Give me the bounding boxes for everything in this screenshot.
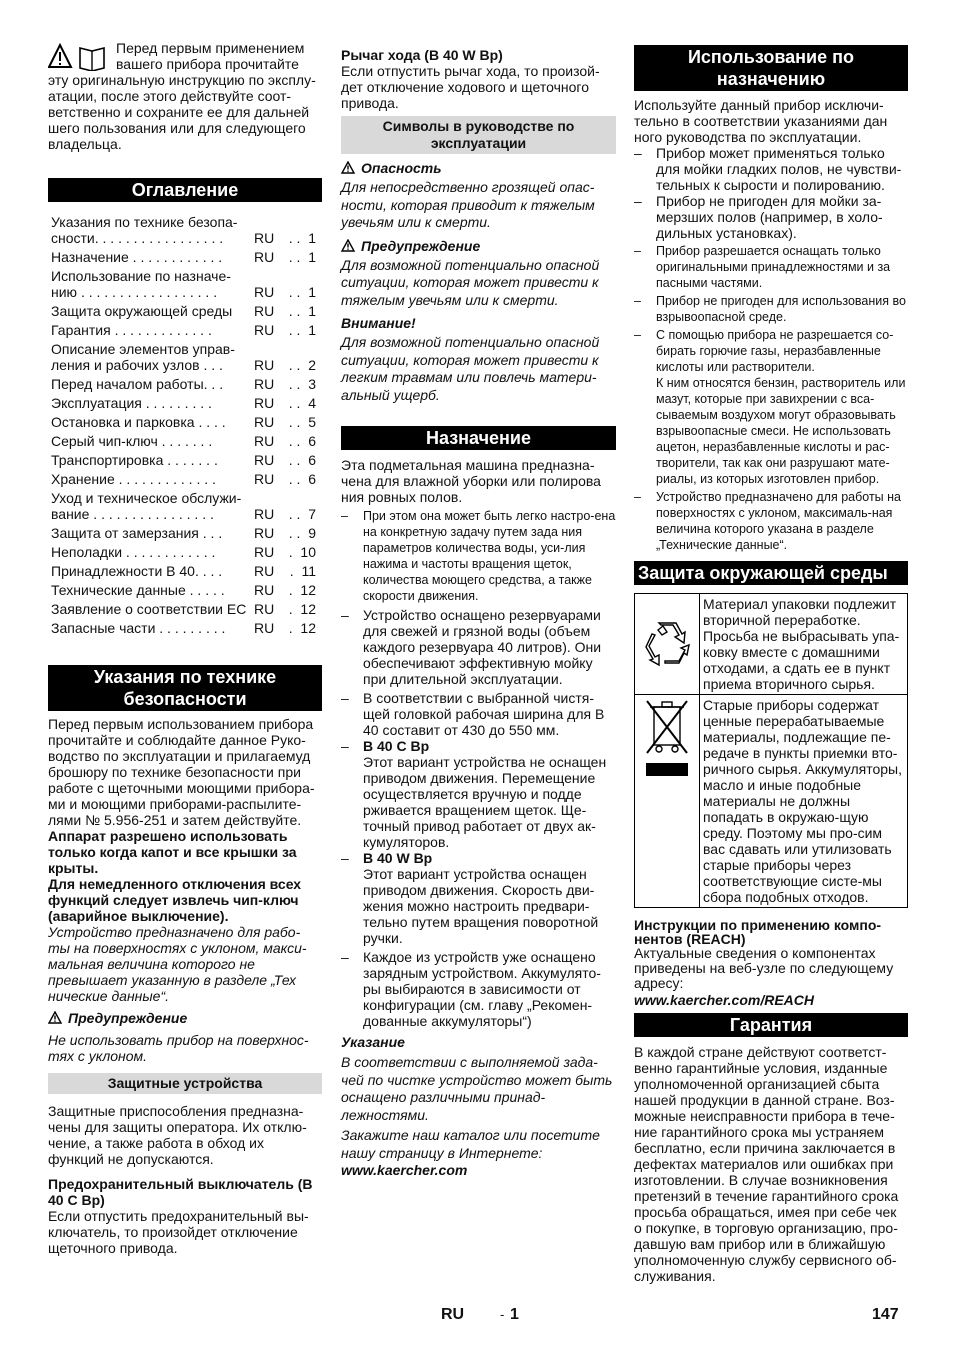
toc-entry[interactable] [48,563,322,579]
toc-entry-line-2: Защита окружающей среды [51,303,233,319]
intro-line-2: вашего прибора прочитайте [116,56,299,72]
toc-entry-title [48,341,254,373]
toc-entry[interactable] [48,490,322,522]
list-item-gases [634,327,908,487]
list-item-variant-c [341,738,616,850]
toc-entry-page: . . 6 [288,433,316,449]
column-3 [634,40,908,1284]
toc-entry[interactable] [48,582,322,598]
danger-label-text: Опасность [361,160,442,176]
toc-title: Оглавление [48,178,322,202]
toc-entry[interactable] [48,268,322,300]
list-item: – Устройство предназначено для работы на поверхностях с уклоном, максималь-ная величина которого указана в разделе „Технические данные“. [634,489,908,553]
safety-warning-label [48,1010,322,1026]
toc-entry-page: . 12 [288,582,316,598]
toc-spacer-cell [48,636,322,639]
toc-entry-title [48,544,254,560]
note-text-2: Закажите наш каталог или посетите нашу страницу в Интернете: [341,1127,600,1161]
toc-entry[interactable] [48,341,322,373]
reach-text: Актуальные сведения о компонентах приведены на веб-узле по следующему адресу: [634,945,894,991]
toc-entry-language: RU [254,620,275,636]
danger-label [341,160,616,176]
footer-section-page: 1 [510,1306,519,1323]
toc-entry-title [48,322,254,338]
list-item: – Прибор может применяться только для мойки гладких полов, не чувстви-тельных к сырости и полированию. [634,145,908,193]
toc-entry-line-2: Запасные части . . . . . . . . . [51,620,226,636]
lever-text: Если отпустить рычаг хода, то произой-дет отключение ходового и щеточного привода. [341,63,600,111]
toc-entry-title [48,563,254,579]
purpose-text: Эта подметальная машина предназна-чена для влажной уборки или полирова ния ровных полов. [341,457,601,505]
safety-intro: Перед первым использованием прибора прочитайте и соблюдайте данное Руко-водство по эксплуатации и прилагаемуд брошюру по технике безопасности при работе с щеточными моющими прибора-ми и моющими приборами-распылите-лями № 5.956-251 и затем действуйте. [48,716,315,828]
toc-entry-title [48,433,254,449]
intro-line-1: Перед первым применением [116,40,305,56]
caution-text: Для возможной потенциально опасной ситуации, которая может привести к легким травмам или повлечь матери-альный ущерб. [341,334,600,403]
danger-icon [341,161,355,174]
variant-c-text: Этот вариант устройства не оснащен приводом движения. Перемещение осуществляется вручную и подде рживается вращением щеток. Ще-точный привод работает от двух ак-кумуляторов. [363,754,607,850]
warning-manual-icon [48,43,108,71]
toc-entry-line-1: Указания по технике безопа- [51,214,238,230]
toc-entry[interactable] [48,452,322,468]
toc-entry-line-2: Транспортировка . . . . . . . [51,452,218,468]
protective-devices-text: Защитные приспособления предназна-чены для защиты оператора. Их отклю-чение, а также работа в обход их функций не допускаются. [48,1103,307,1167]
caution-label: Внимание! [341,315,416,331]
toc-entry-page: . . 1 [288,284,316,300]
toc-entry[interactable] [48,414,322,430]
toc-entry-page: . . 4 [288,395,316,411]
intro-icons [48,43,108,71]
toc-entry-language: RU [254,230,275,246]
toc-entry-language: RU [254,544,275,560]
toc-entry-language: RU [254,582,275,598]
purpose-title: Назначение [341,426,616,450]
toc-table [48,214,322,639]
toc-entry-language: RU [254,563,275,579]
recycle-cell [635,594,700,695]
old-devices-text: Старые приборы содержат ценные перерабатываемые материалы, подлежащие пе-редаче в пункты приемки вто-ричного сырья. Аккумуляторы, масло и иные подобные материалы не должны попадать в окружаю-щую среду. Поэтому мы про-сим вас сдавать или утилизовать старые приборы через соответствующие систе-мы сбора подобных отходов. [700,695,908,908]
danger-text: Для непосредственно грозящей опас-ности, которая приводит к тяжелым увечьям или к смерти. [341,179,595,230]
toc-entry-line-2: Серый чип-ключ . . . . . . . [51,433,213,449]
toc-entry[interactable] [48,471,322,487]
note-url[interactable]: www.kaercher.com [341,1162,468,1178]
variant-w-title: – B 40 W Bp [363,850,433,866]
toc-entry-page: . . 9 [288,525,316,541]
toc-entry-title [48,452,254,468]
toc-entry-language: RU [254,376,275,392]
toc-entry[interactable] [48,433,322,449]
footer-page-number: 147 [872,1306,899,1323]
footer-separator: - [500,1307,505,1322]
lever-title: Рычаг хода (В 40 W Bp) [341,47,503,63]
column-1 [48,40,322,1256]
toc-entry[interactable] [48,376,322,392]
toc-entry-line-2: Назначение . . . . . . . . . . . . [51,249,223,265]
toc-entry-language: RU [254,506,275,522]
toc-entry-title [48,601,254,617]
column-2 [341,40,616,1180]
toc-entry-line-2: Перед началом работы. . . [51,376,224,392]
toc-entry-line-2: Заявление о соответствии ЕС [51,601,247,617]
toc-entry-title [48,249,254,265]
toc-entry[interactable] [48,620,322,636]
environment-table [634,593,908,908]
toc-entry-page: . 11 [289,563,316,579]
toc-entry-line-2: ления и рабочих узлов . . . [51,357,223,373]
toc-entry-line-2: вание . . . . . . . . . . . . . . . . [51,506,214,522]
toc-entry-title [48,620,254,636]
warning-label-text: Предупреждение [361,237,481,254]
toc-entry[interactable] [48,395,322,411]
warning-label-text: Предупреждение [68,1010,188,1026]
toc-entry-title [48,268,254,300]
warranty-text: В каждой стране действуют соответст-венно гарантийные условия, изданные уполномоченной организацией сбыта нашей продукции в данной стране. Воз-можные неисправности прибора в тече-ние гарантийного срока мы устраняем бесплатно, если причина заключается в дефектах материалов или ошибках при изготовлении. В случае возникновения претензий в течение гарантийного срока просьба обращаться, имея при себе чек о покупке, в торговую организацию, про-давшую вам прибор или в ближайшую уполномоченную службу сервисного об-служивания. [634,1044,899,1284]
list-item: – При этом она может быть легко настро-ена на конкретную задачу путем зада ния параметров количества воды, уси-лия нажима и частоты вращения щеток, количества моющего средства, а также скорости движения. [341,508,616,604]
toc-entry-page: . 12 [288,620,316,636]
toc-entry-page: . . 3 [288,376,316,392]
toc-entry-title [48,582,254,598]
warning-label [341,238,616,254]
toc-entry-line-1: Описание элементов управ- [51,341,235,357]
toc-entry[interactable] [48,303,322,319]
toc-entry-line-2: Неполадки . . . . . . . . . . . . [51,544,216,560]
toc-entry-line-2: Гарантия . . . . . . . . . . . . . [51,322,212,338]
toc-entry-language: RU [254,433,275,449]
footer-language: RU [441,1306,465,1323]
list-item-variant-w [341,850,616,946]
toc-entry-page: . . 6 [288,471,316,487]
toc-entry-title [48,395,254,411]
toc-entry-title [48,490,254,522]
crossed-bin-icon [641,697,693,781]
toc-entry-line-2: Остановка и парковка . . . . [51,414,226,430]
list-item: – Устройство оснащено резервуарами для свежей и грязной воды (объем каждого резервуара 40 литров). Они обеспечивают эффективную мойку при длительной эксплуатации. [341,607,616,687]
toc-entry-language: RU [254,322,275,338]
list-item: – Каждое из устройств уже оснащено зарядным устройством. Аккумулято-ры выбираются в зависимости от конфигурации (см. главу „Рекомен-дованные аккумуляторы“) [341,949,616,1029]
safety-switch-text: Если отпустить предохранительный вы-ключатель, то произойдет отключение щеточного привода. [48,1208,309,1256]
toc-entry-title [48,414,254,430]
variant-c-title: – B 40 C Bp [363,738,430,754]
toc-entry-language: RU [254,471,275,487]
warning-icon [341,239,355,252]
reach-url[interactable]: www.kaercher.com/REACH [634,992,814,1008]
toc-entry-line-2: Защита от замерзания . . . [51,525,223,541]
note-label: Указание [341,1034,405,1050]
toc-entry-title [48,303,254,319]
warning-icon [48,1011,62,1024]
toc-entry-language: RU [254,414,275,430]
warning-text: Для возможной потенциально опасной ситуации, которая может привести к тяжелым увечьям или к смерти. [341,256,600,308]
toc-entry-page: . . 2 [288,357,316,373]
toc-entry[interactable] [48,322,322,338]
toc-entry-line-2: сности. . . . . . . . . . . . . . . . . [51,230,224,246]
protective-devices-title: Защитные устройства [48,1073,322,1094]
toc-entry-language: RU [254,357,275,373]
intended-use-title: Использование по назначению [634,45,908,91]
toc-spacer [48,636,322,639]
toc-entry-page: . . 1 [288,322,316,338]
symbols-title: Символы в руководстве по эксплуатации [341,116,616,154]
toc-entry-language: RU [254,601,275,617]
intended-use-intro: Используйте данный прибор исключи-тельно в соответствии указаниями дан ного руководства по эксплуатации. [634,97,888,145]
gases-text-2: К ним относятся бензин, растворитель или мазут, которые при завихрении с вса-сываемым воздухом могут образовывать взрывоопасные смеси. Не использовать ацетон, неразбавленные кислоты и рас-творители, так как они разрушают мате-риалы, из которых изготовлен прибор. [656,376,906,486]
toc-entry-language: RU [254,452,275,468]
toc-entry-language: RU [254,395,275,411]
toc-entry-line-1: Уход и техническое обслужи- [51,490,242,506]
toc-entry-line-1: Использование по назначе- [51,268,231,284]
toc-entry-page: . . 1 [288,249,316,265]
safety-slope-note: Устройство предназначено для рабо-ты на поверхностях с уклоном, макси-мальная величина которого не превышает указанную в разделе „Тех нические данные“. [48,924,307,1004]
list-item: – Прибор разрешается оснащать только оригинальными принадлежностями и за пасными частями. [634,243,908,291]
toc-entry-title [48,376,254,392]
toc-entry-title [48,471,254,487]
toc-entry-line-2: нию . . . . . . . . . . . . . . . . . . [51,284,218,300]
toc-entry-page: . . 1 [288,230,316,246]
toc-entry[interactable] [48,601,322,617]
list-item: – Прибор не пригоден для использования во взрывоопасной среде. [634,293,908,325]
toc-entry-title [48,214,254,246]
variant-w-text: Этот вариант устройства оснащен приводом движения. Скорость дви-жения можно настроить предвари-тельно путем вращения поворотной ручки. [363,866,599,946]
packaging-text: Материал упаковки подлежит вторичной переработке. Просьба не выбрасывать упа-ковку вместе с домашними отходами, а сдать ее в пункт приема вторичного сырья. [700,594,908,695]
purpose-list [341,508,616,1029]
intro-text: эту оригинальную инструкцию по эксплу-атации, после этого действуйте соот-ветственно и сохраните ее для дальней шего пользования или для следующего владельца. [48,72,316,152]
note-text: В соответствии с выполняемой зада-чей по чистке устройство может быть оснащено различными принад-лежностями. [341,1054,613,1123]
toc-entry-page: . . 7 [288,506,316,522]
list-item: – Прибор не пригоден для мойки за-мерзших полов (например, в холо-дильных установках). [634,193,908,241]
toc-entry[interactable] [48,525,322,541]
intended-use-list [634,145,908,553]
toc-entry[interactable] [48,544,322,560]
safety-switch-title: Предохранительный выключатель (В 40 С Вр) [48,1176,313,1208]
toc-entry-page: . . 1 [288,303,316,319]
list-item: – В соответствии с выбранной чистя-щей головкой рабочая ширина для В 40 составит от 430 до 550 мм. [341,690,616,738]
toc-entry-line-2: Хранение . . . . . . . . . . . . . [51,471,216,487]
bin-cell [635,695,700,908]
toc-entry-title [48,525,254,541]
reach-title: Инструкции по применению компо-нентов (REACH) [634,917,882,947]
toc-entry-language: RU [254,303,275,319]
recycle-icon [641,617,693,669]
toc-entry-language: RU [254,525,275,541]
toc-entry-page: . 10 [288,544,316,560]
toc-entry-line-2: Принадлежности В 40. . . . [51,563,223,579]
safety-title: Указания по технике безопасности [48,665,322,711]
toc-entry[interactable] [48,249,322,265]
toc-entry-page: . . 6 [288,452,316,468]
table-row [635,594,908,695]
safety-covers-note: Аппарат разрешено использовать только когда капот и все крышки за крыты. [48,828,297,876]
safety-warning-text: Не использовать прибор на поверхнос-тях с уклоном. [48,1032,309,1064]
environment-title: Защита окружающей среды [634,561,908,585]
toc-entry-language: RU [254,249,275,265]
table-row [635,695,908,908]
toc-entry[interactable] [48,214,322,246]
safety-emergency-note: Для немедленного отключения всех функций следует извлечь чип-ключ (аварийное выключение). [48,876,302,924]
toc-entry-page: . . 5 [288,414,316,430]
toc-entry-page: . 12 [288,601,316,617]
warranty-title: Гарантия [634,1013,908,1037]
toc-entry-line-2: Эксплуатация . . . . . . . . . [51,395,212,411]
gases-text: – С помощью прибора не разрешается со-бирать горючие газы, неразбавленные кислоты или растворители. [656,328,894,374]
toc-entry-language: RU [254,284,275,300]
intro [48,40,322,152]
toc-entry-line-2: Технические данные . . . . . [51,582,225,598]
